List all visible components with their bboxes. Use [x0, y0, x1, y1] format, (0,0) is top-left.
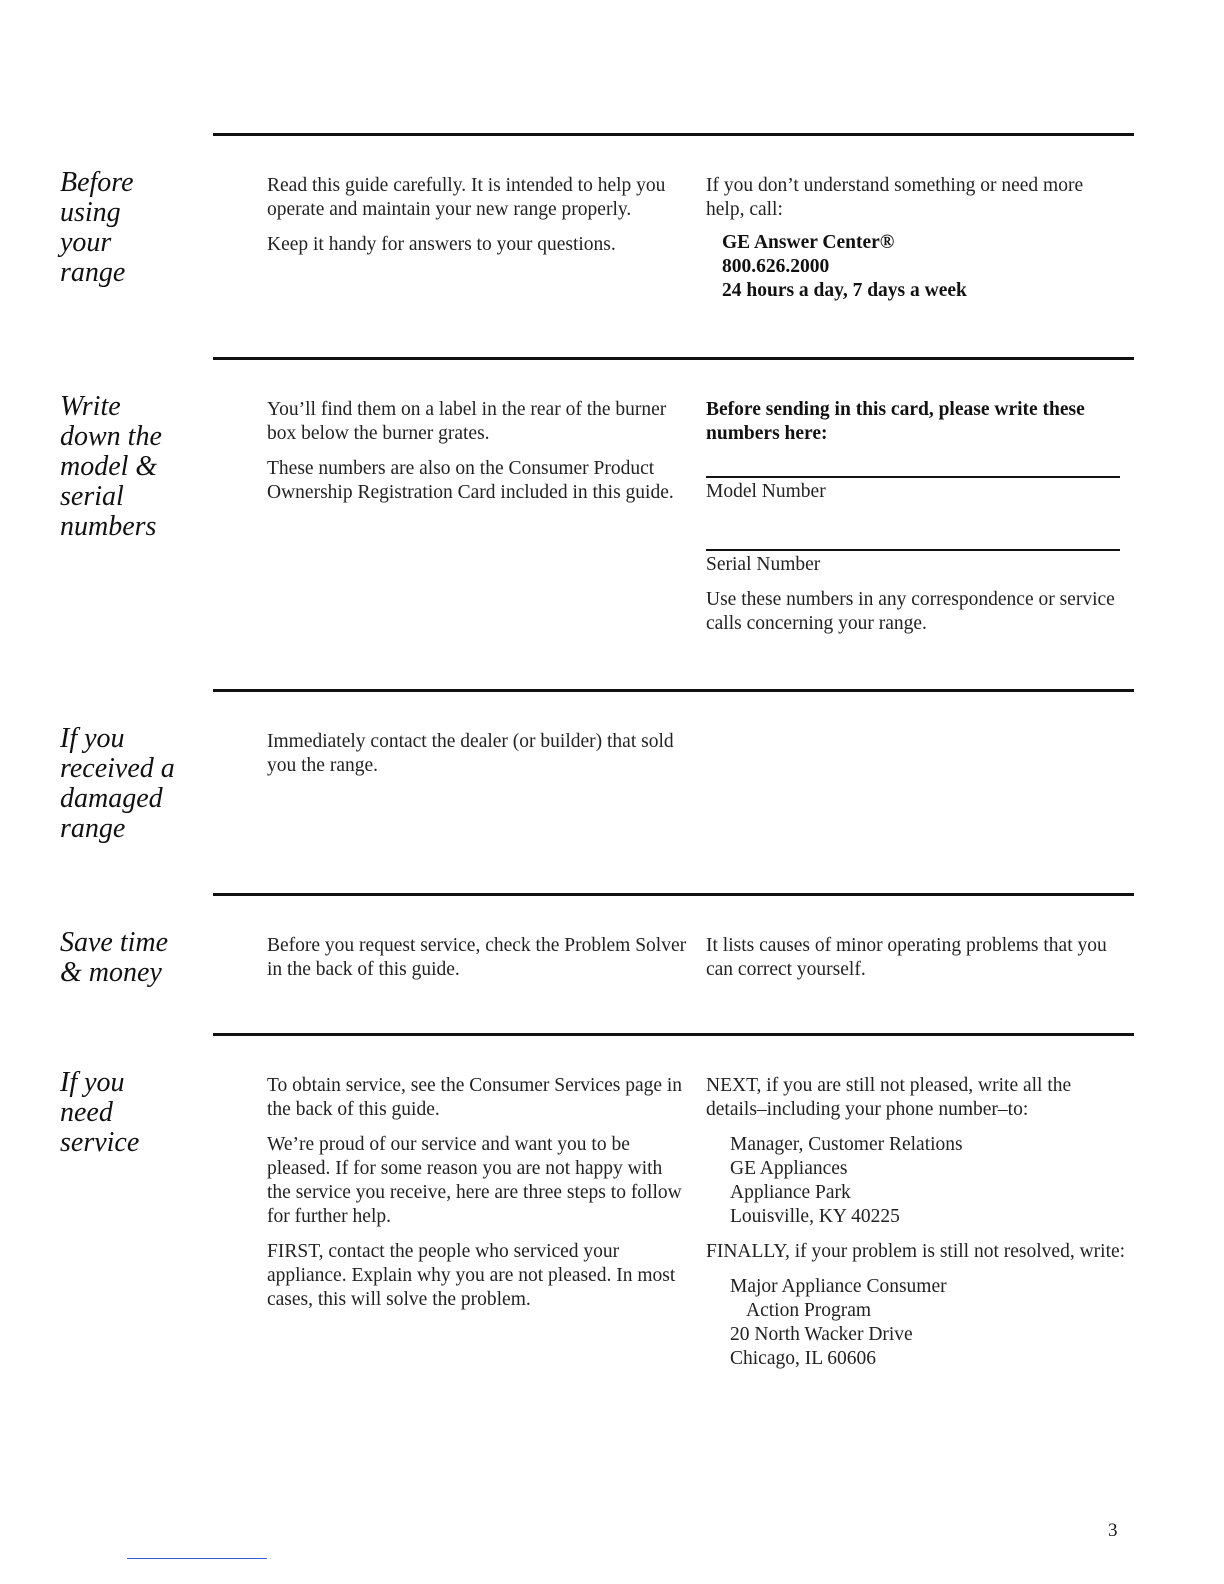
consumer-action-program-address: Major Appliance Consumer Action Program 20 North Wacker Drive Chicago, IL 60606 — [730, 1276, 947, 1369]
serial-number-line[interactable] — [706, 549, 1120, 551]
serial-number-label: Serial Number — [706, 554, 821, 575]
paragraph: If you don’t understand something or need more help, call: — [706, 175, 1084, 220]
answer-center-contact: GE Answer Center® 800.626.2000 24 hours a day, 7 days a week — [706, 231, 1126, 303]
customer-relations-address: Manager, Customer Relations GE Appliances Appliance Park Louisville, KY 40225 — [730, 1134, 963, 1227]
paragraph: It lists causes of minor operating problems that you can correct yourself. — [706, 935, 1107, 980]
section-divider — [213, 893, 1134, 896]
before-using-right-column — [706, 174, 1126, 303]
paragraph: FIRST, contact the people who serviced your appliance. Explain why you are not pleased. In most cases, this will solve the problem. — [267, 1241, 676, 1310]
section-divider — [213, 133, 1134, 136]
paragraph: Immediately contact the dealer (or builder) that sold you the range. — [267, 731, 674, 776]
write-down-right-column — [706, 398, 1126, 636]
write-down-left-column — [267, 398, 687, 505]
paragraph: We’re proud of our service and want you to be pleased. If for some reason you are not happy with the service you receive, here are three steps to follow for further help. — [267, 1134, 682, 1227]
paragraph: Read this guide carefully. It is intended to help you operate and maintain your new range properly. — [267, 175, 666, 220]
section-divider — [213, 1033, 1134, 1036]
damaged-left-column — [267, 730, 687, 778]
need-service-left-column — [267, 1074, 687, 1312]
section-heading-write-down-numbers: Write down the model & serial numbers — [60, 391, 162, 542]
paragraph: NEXT, if you are still not pleased, write all the details–including your phone number–to: — [706, 1075, 1072, 1120]
section-heading-save-time: Save time & money — [60, 927, 169, 988]
section-heading-damaged-range: If you received a damaged range — [60, 723, 175, 844]
section-divider — [213, 357, 1134, 360]
paragraph: To obtain service, see the Consumer Services page in the back of this guide. — [267, 1075, 683, 1120]
before-using-left-column — [267, 174, 687, 257]
paragraph: You’ll find them on a label in the rear of the burner box below the burner grates. — [267, 399, 667, 444]
paragraph: Before you request service, check the Problem Solver in the back of this guide. — [267, 935, 687, 980]
paragraph: Keep it handy for answers to your questions. — [267, 234, 616, 255]
paragraph: Use these numbers in any correspondence or service calls concerning your range. — [706, 589, 1115, 634]
paragraph: These numbers are also on the Consumer Product Ownership Registration Card included in this guide. — [267, 458, 674, 503]
phone-number: 800.626.2000 — [722, 256, 830, 277]
model-number-line[interactable] — [706, 476, 1120, 478]
paragraph: Before sending in this card, please write these numbers here: — [706, 399, 1085, 444]
footer-link-underline — [127, 1558, 267, 1559]
need-service-right-column — [706, 1074, 1126, 1371]
save-time-right-column — [706, 934, 1126, 982]
section-heading-need-service: If you need service — [60, 1067, 140, 1158]
page-number: 3 — [1108, 1520, 1118, 1541]
save-time-left-column — [267, 934, 687, 982]
section-heading-before-using: Before using your range — [60, 167, 134, 288]
model-number-label: Model Number — [706, 481, 826, 502]
section-divider — [213, 689, 1134, 692]
paragraph: FINALLY, if your problem is still not resolved, write: — [706, 1241, 1126, 1262]
